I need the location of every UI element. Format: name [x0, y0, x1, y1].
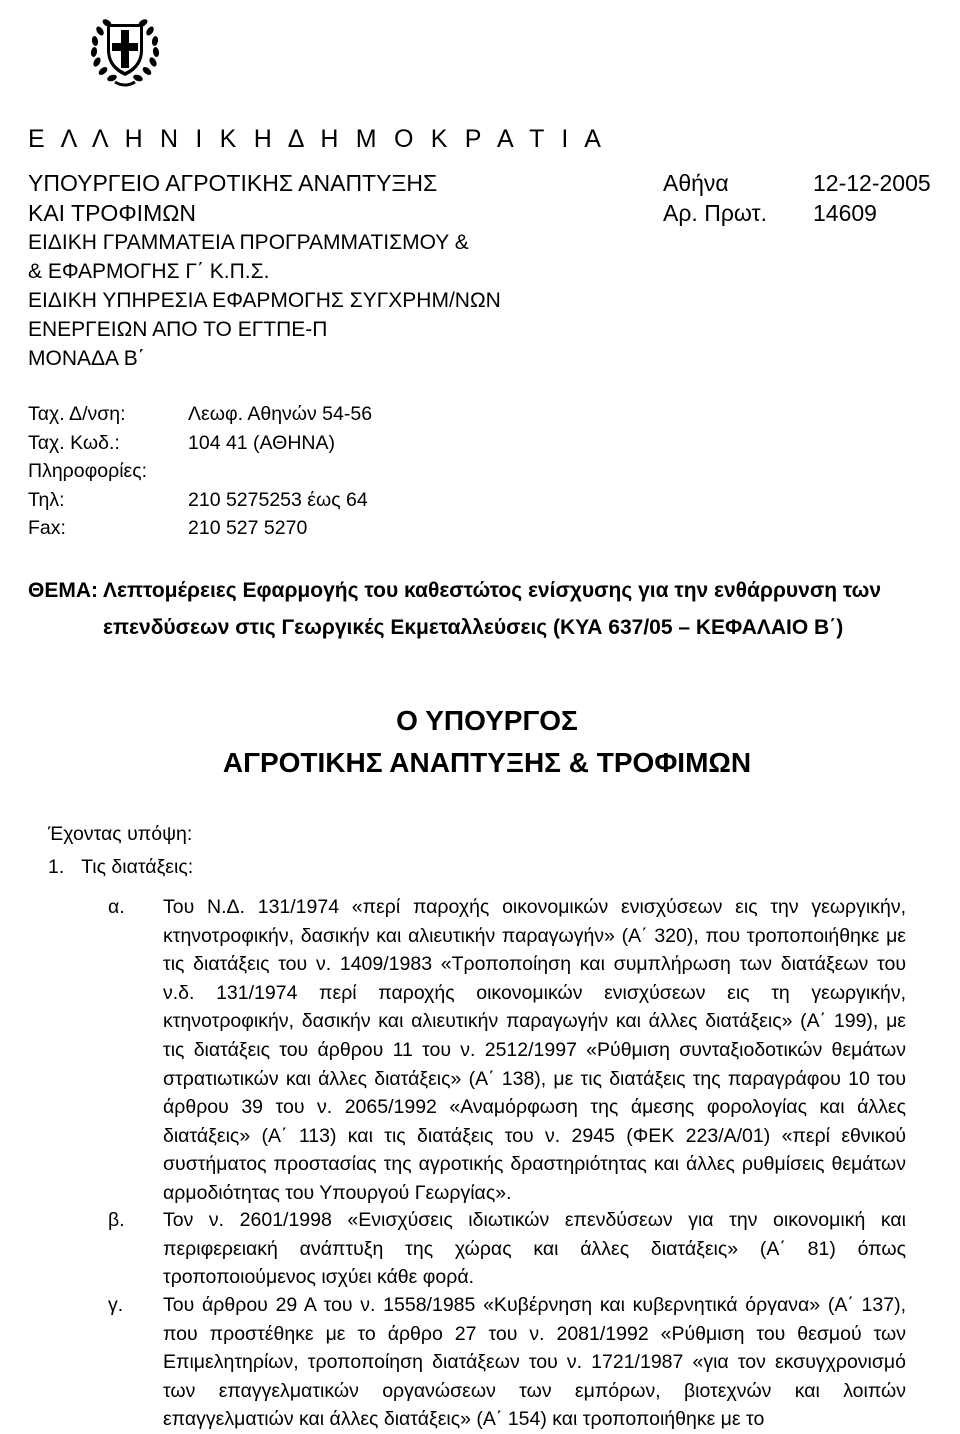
address-block	[28, 400, 372, 543]
address-label: Fax:	[28, 517, 66, 540]
ministry-line: ΕΙΔΙΚΗ ΓΡΑΜΜΑΤΕΙΑ ΠΡΟΓΡΑΜΜΑΤΙΣΜΟΥ &	[28, 231, 469, 254]
republic-heading: Ε Λ Λ Η Ν Ι Κ Η Δ Η Μ Ο Κ Ρ Α Τ Ι Α	[28, 125, 607, 153]
ministry-line: ΥΠΟΥΡΓΕΙΟ ΑΓΡΟΤΙΚΗΣ ΑΝΑΠΤΥΞΗΣ	[28, 170, 438, 196]
address-label: Ταχ. Δ/νση:	[28, 403, 126, 425]
protocol-row	[663, 198, 931, 228]
address-row	[28, 457, 372, 486]
address-row	[28, 429, 372, 458]
address-value: 104 41 (ΑΘΗΝΑ)	[188, 431, 335, 454]
item-text: Του άρθρου 29 Α του ν. 1558/1985 «Κυβέρνηση και κυβερνητικά όργανα» (Α΄ 137), που προστέθηκε με το άρθρο 27 του ν. 2081/1992 «Ρύθμιση του θεσμού των Επιμελητηρίων, τροποποίηση διατάξεων του ν. 1721/1987 «για τον εκσυγχρονισμό των επαγγελματικών οργανώσεων των εμπόρων, βιοτεχνών και λοιπών επαγγελματιών και άλλες διατάξεις» (Α΄ 154) και τροποποιήθηκε με το	[163, 1294, 906, 1431]
ministry-line: ΕΙΔΙΚΗ ΥΠΗΡΕΣΙΑ ΕΦΑΡΜΟΓΗΣ ΣΥΓΧΡΗΜ/ΝΩΝ	[28, 289, 501, 312]
protocol-number: 14609	[813, 200, 877, 226]
having-heading: Έχοντας υπόψη:	[48, 823, 193, 845]
address-value: Λεωφ. Αθηνών 54-56	[188, 403, 373, 425]
item-text: Τον ν. 2601/1998 «Ενισχύσεις ιδιωτικών επενδύσεων για την οικονομική και περιφερειακή ανάπτυξη της χώρας και άλλες διατάξεις» (Α΄ 81) όπως τροποποιούμενος ισχύει κάθε φορά.	[163, 1209, 906, 1289]
address-value: 210 5275253 έως 64	[188, 488, 368, 511]
date-row	[663, 168, 931, 198]
ministry-line: ΜΟΝΑΔΑ Β΄	[28, 347, 145, 370]
item-marker: γ.	[108, 1294, 124, 1316]
item-marker: α.	[108, 896, 125, 918]
city-label: Αθήνα	[663, 170, 729, 196]
provisions-heading	[48, 853, 193, 882]
greek-coat-of-arms-icon	[85, 10, 165, 90]
minister-line: ΑΓΡΟΤΙΚΗΣ ΑΝΑΠΤΥΞΗΣ & ΤΡΟΦΙΜΩΝ	[222, 747, 752, 778]
address-label: Πληροφορίες:	[28, 460, 148, 483]
item-marker: β.	[108, 1209, 125, 1231]
minister-line: Ο ΥΠΟΥΡΓΟΣ	[396, 705, 578, 736]
ministry-line: ΚΑΙ ΤΡΟΦΙΜΩΝ	[28, 200, 197, 226]
provisions-label: Τις διατάξεις:	[81, 856, 194, 878]
address-row	[28, 514, 372, 543]
address-label: Ταχ. Κωδ.:	[28, 431, 120, 454]
document-date: 12-12-2005	[813, 170, 931, 196]
coat-of-arms-emblem	[85, 10, 165, 90]
minister-heading	[0, 700, 960, 784]
item-text: Του Ν.Δ. 131/1974 «περί παροχής οικονομικών ενισχύσεων εις την γεωργικήν, κτηνοτροφικήν, δασικήν και αλιευτικήν παραγωγήν» (Α΄ 320), που τροποποιήθηκε με τις διατάξεις του ν. 1409/1983 «Τροποποίηση και συμπλήρωση των διατάξεων του ν.δ. 131/1974 περί παροχής οικονομικών ενισχύσεων εις τη γεωργικήν, κτηνοτροφικήν, δασικήν και αλιευτικήν παραγωγήν και άλλες διατάξεις» (Α΄ 199), με τις διατάξεις του άρθρου 11 του ν. 2512/1997 «Ρύθμιση συνταξιοδοτικών θεμάτων στρατιωτικών και άλλες διατάξεις» (Α΄ 138), με τις διατάξεις της παραγράφου 10 του άρθρου 39 του ν. 2065/1992 «Αναμόρφωση της άμεσης φορολογίας και άλλες διατάξεις» (Α΄ 113) και τις διατάξεις του ν. 2945 (ΦΕΚ 223/Α/01) «περί εθνικού συστήματος προστασίας της αγροτικής δραστηριότητας και άλλες ρυθμίσεις θεμάτων αρμοδιότητας του Υπουργού Γεωργίας».	[163, 896, 906, 1204]
address-value: 210 527 5270	[188, 517, 308, 540]
ministry-line: & ΕΦΑΡΜΟΓΗΣ Γ΄ Κ.Π.Σ.	[28, 260, 270, 283]
date-protocol-block	[663, 168, 931, 228]
address-row	[28, 486, 372, 515]
address-row	[28, 400, 372, 429]
subject-text: Λεπτομέρειες Εφαρμογής του καθεστώτος ενίσχυσης για την ενθάρρυνση των επενδύσεων στις Γεωργικές Εκμεταλλεύσεις (ΚΥΑ 637/05 – ΚΕΦΑΛΑΙΟ Β΄)	[103, 579, 882, 639]
ministry-block	[28, 168, 501, 373]
protocol-label: Αρ. Πρωτ.	[663, 200, 768, 226]
ministry-line: ΕΝΕΡΓΕΙΩΝ ΑΠΟ ΤΟ ΕΓΤΠΕ-Π	[28, 318, 328, 341]
provisions-number: 1.	[48, 856, 65, 878]
subject-label: ΘΕΜΑ:	[28, 579, 98, 602]
address-label: Τηλ:	[28, 488, 65, 511]
